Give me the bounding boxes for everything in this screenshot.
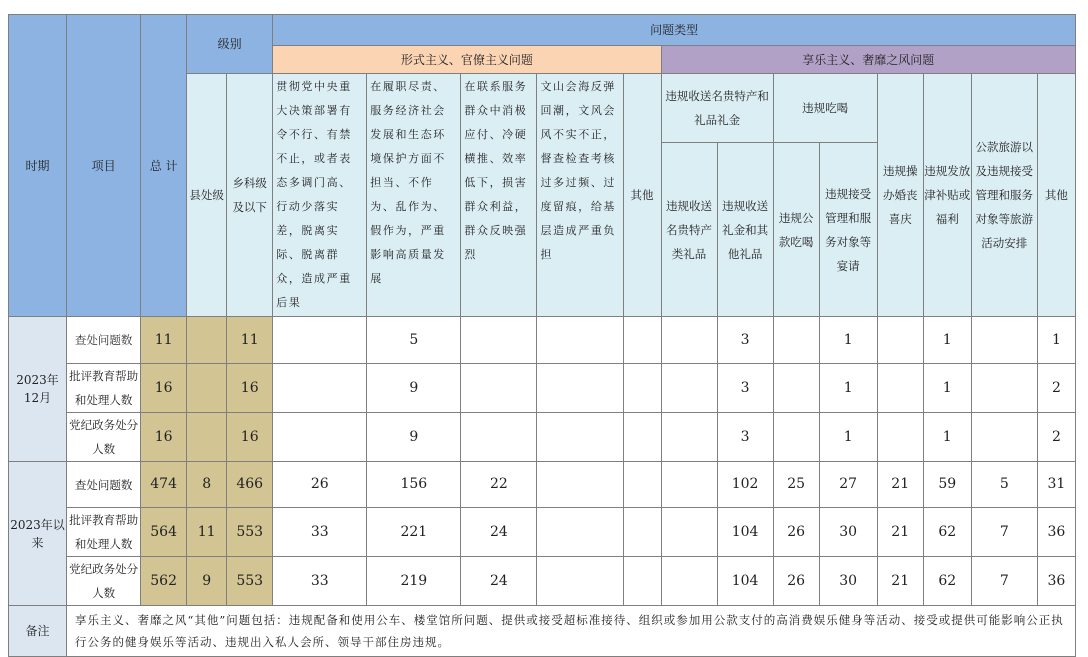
e1-cell [773, 413, 819, 462]
f1-cell: 26 [273, 462, 367, 508]
total-cell: 11 [141, 317, 187, 364]
f1-cell [273, 413, 367, 462]
e1-cell: 26 [773, 557, 819, 606]
e2-cell: 1 [819, 413, 877, 462]
e1-cell [773, 317, 819, 364]
total-cell: 474 [141, 462, 187, 508]
table-row [9, 364, 1076, 413]
e2-cell: 30 [819, 508, 877, 557]
note-label: 备注 [9, 606, 67, 657]
problem-type-header: 问题类型 [273, 15, 1076, 46]
public-funds-dining-header: 违规公款吃喝 [773, 143, 819, 317]
accept-banquet-header: 违规接受管理和服务对象等宴请 [819, 143, 877, 317]
f2-cell: 9 [367, 364, 461, 413]
wedding-header: 违规操办婚丧喜庆 [877, 74, 923, 317]
hedonism-group-header: 享乐主义、奢靡之风问题 [661, 46, 1075, 74]
county-cell [187, 413, 227, 462]
f5-cell [623, 508, 661, 557]
formalism-other-header: 其他 [623, 74, 661, 317]
item-label: 批评教育帮助和处理人数 [67, 508, 141, 557]
item-label: 批评教育帮助和处理人数 [67, 364, 141, 413]
f4-cell [537, 317, 623, 364]
total-cell: 562 [141, 557, 187, 606]
travel-header: 公款旅游以及违规接受管理和服务对象等旅游活动安排 [971, 74, 1037, 317]
total-cell: 16 [141, 364, 187, 413]
f2-cell: 219 [367, 557, 461, 606]
formalism-group-header: 形式主义、官僚主义问题 [273, 46, 661, 74]
statistics-table [8, 14, 1076, 657]
e1-cell: 25 [773, 462, 819, 508]
g1-cell [661, 317, 717, 364]
table-row [9, 413, 1076, 462]
county-cell: 11 [187, 508, 227, 557]
table-row [9, 462, 1076, 508]
formalism-col-2-header: 在履职尽责、服务经济社会发展和生态环境保护方面不担当、不作为、乱作为、假作为，严重影响高质量发展 [367, 74, 461, 317]
g2-cell: 3 [717, 317, 773, 364]
township-cell: 16 [227, 413, 273, 462]
township-cell: 466 [227, 462, 273, 508]
f4-cell [537, 557, 623, 606]
f2-cell: 9 [367, 413, 461, 462]
other-cell: 2 [1037, 364, 1075, 413]
wedding-cell: 21 [877, 462, 923, 508]
f5-cell [623, 462, 661, 508]
f2-cell: 5 [367, 317, 461, 364]
g1-cell [661, 413, 717, 462]
period-label: 2023年以来 [9, 462, 67, 606]
township-level-header: 乡科级及以下 [227, 74, 273, 317]
f5-cell [623, 557, 661, 606]
table-row [9, 508, 1076, 557]
f4-cell [537, 413, 623, 462]
subsidy-cell: 1 [923, 413, 971, 462]
wedding-cell [877, 364, 923, 413]
period-header: 时期 [9, 15, 67, 317]
wedding-cell [877, 413, 923, 462]
township-cell: 553 [227, 557, 273, 606]
subsidy-header: 违规发放津补贴或福利 [923, 74, 971, 317]
f3-cell [461, 364, 537, 413]
other-cell: 1 [1037, 317, 1075, 364]
subsidy-cell: 62 [923, 557, 971, 606]
county-cell: 9 [187, 557, 227, 606]
f3-cell: 24 [461, 508, 537, 557]
formalism-col-1-header: 贯彻党中央重大决策部署有令不行、有禁不止，或者表态多调门高、行动少落实差，脱离实际、脱离群众，造成严重后果 [273, 74, 367, 317]
travel-cell: 7 [971, 557, 1037, 606]
formalism-col-4-header: 文山会海反弹回潮，文风会风不实不正，督查检查考核过多过频、过度留痕，给基层造成严重负担 [537, 74, 623, 317]
note-row [9, 606, 1076, 657]
g1-cell [661, 462, 717, 508]
county-cell [187, 364, 227, 413]
other-cell: 36 [1037, 557, 1075, 606]
subsidy-cell: 1 [923, 317, 971, 364]
table-row [9, 557, 1076, 606]
item-label: 查处问题数 [67, 317, 141, 364]
f5-cell [623, 364, 661, 413]
note-text: 享乐主义、奢靡之风“其他”问题包括：违规配备和使用公车、楼堂馆所问题、提供或接受超标准接待、组织或参加用公款支付的高消费娱乐健身等活动、接受或提供可能影响公正执行公务的健身娱乐等活动、违规出入私人会所、领导干部住房违规。 [67, 606, 1076, 657]
level-header: 级别 [187, 15, 273, 74]
f4-cell [537, 508, 623, 557]
f3-cell [461, 317, 537, 364]
subsidy-cell: 62 [923, 508, 971, 557]
item-label: 党纪政务处分人数 [67, 413, 141, 462]
e1-cell [773, 364, 819, 413]
gift-specialty-header: 违规收送名贵特产类礼品 [661, 143, 717, 317]
table-row [9, 317, 1076, 364]
f2-cell: 156 [367, 462, 461, 508]
g2-cell: 104 [717, 557, 773, 606]
f4-cell [537, 462, 623, 508]
eating-group-header: 违规吃喝 [773, 74, 877, 143]
travel-cell [971, 413, 1037, 462]
e2-cell: 30 [819, 557, 877, 606]
item-header: 项目 [67, 15, 141, 317]
subsidy-cell: 59 [923, 462, 971, 508]
g1-cell [661, 557, 717, 606]
hedonism-other-header: 其他 [1037, 74, 1075, 317]
f1-cell [273, 364, 367, 413]
f3-cell: 24 [461, 557, 537, 606]
g1-cell [661, 364, 717, 413]
township-cell: 11 [227, 317, 273, 364]
item-label: 查处问题数 [67, 462, 141, 508]
f3-cell [461, 413, 537, 462]
gift-money-header: 违规收送礼金和其他礼品 [717, 143, 773, 317]
township-cell: 553 [227, 508, 273, 557]
g2-cell: 3 [717, 364, 773, 413]
e2-cell: 1 [819, 317, 877, 364]
f1-cell: 33 [273, 508, 367, 557]
f3-cell: 22 [461, 462, 537, 508]
total-cell: 564 [141, 508, 187, 557]
county-cell [187, 317, 227, 364]
wedding-cell: 21 [877, 557, 923, 606]
other-cell: 31 [1037, 462, 1075, 508]
other-cell: 2 [1037, 413, 1075, 462]
g2-cell: 3 [717, 413, 773, 462]
total-header: 总 计 [141, 15, 187, 317]
wedding-cell: 21 [877, 508, 923, 557]
township-cell: 16 [227, 364, 273, 413]
f4-cell [537, 364, 623, 413]
g2-cell: 104 [717, 508, 773, 557]
wedding-cell [877, 317, 923, 364]
f1-cell [273, 317, 367, 364]
county-cell: 8 [187, 462, 227, 508]
county-level-header: 县处级 [187, 74, 227, 317]
other-cell: 36 [1037, 508, 1075, 557]
item-label: 党纪政务处分人数 [67, 557, 141, 606]
gift-group-header: 违规收送名贵特产和礼品礼金 [661, 74, 773, 143]
travel-cell [971, 364, 1037, 413]
f2-cell: 221 [367, 508, 461, 557]
g2-cell: 102 [717, 462, 773, 508]
travel-cell: 5 [971, 462, 1037, 508]
f1-cell: 33 [273, 557, 367, 606]
e1-cell: 26 [773, 508, 819, 557]
subsidy-cell: 1 [923, 364, 971, 413]
total-cell: 16 [141, 413, 187, 462]
g1-cell [661, 508, 717, 557]
travel-cell [971, 317, 1037, 364]
f5-cell [623, 413, 661, 462]
period-label: 2023年12月 [9, 317, 67, 462]
e2-cell: 27 [819, 462, 877, 508]
formalism-col-3-header: 在联系服务群众中消极应付、冷硬横推、效率低下，损害群众利益，群众反映强烈 [461, 74, 537, 317]
e2-cell: 1 [819, 364, 877, 413]
f5-cell [623, 317, 661, 364]
travel-cell: 7 [971, 508, 1037, 557]
